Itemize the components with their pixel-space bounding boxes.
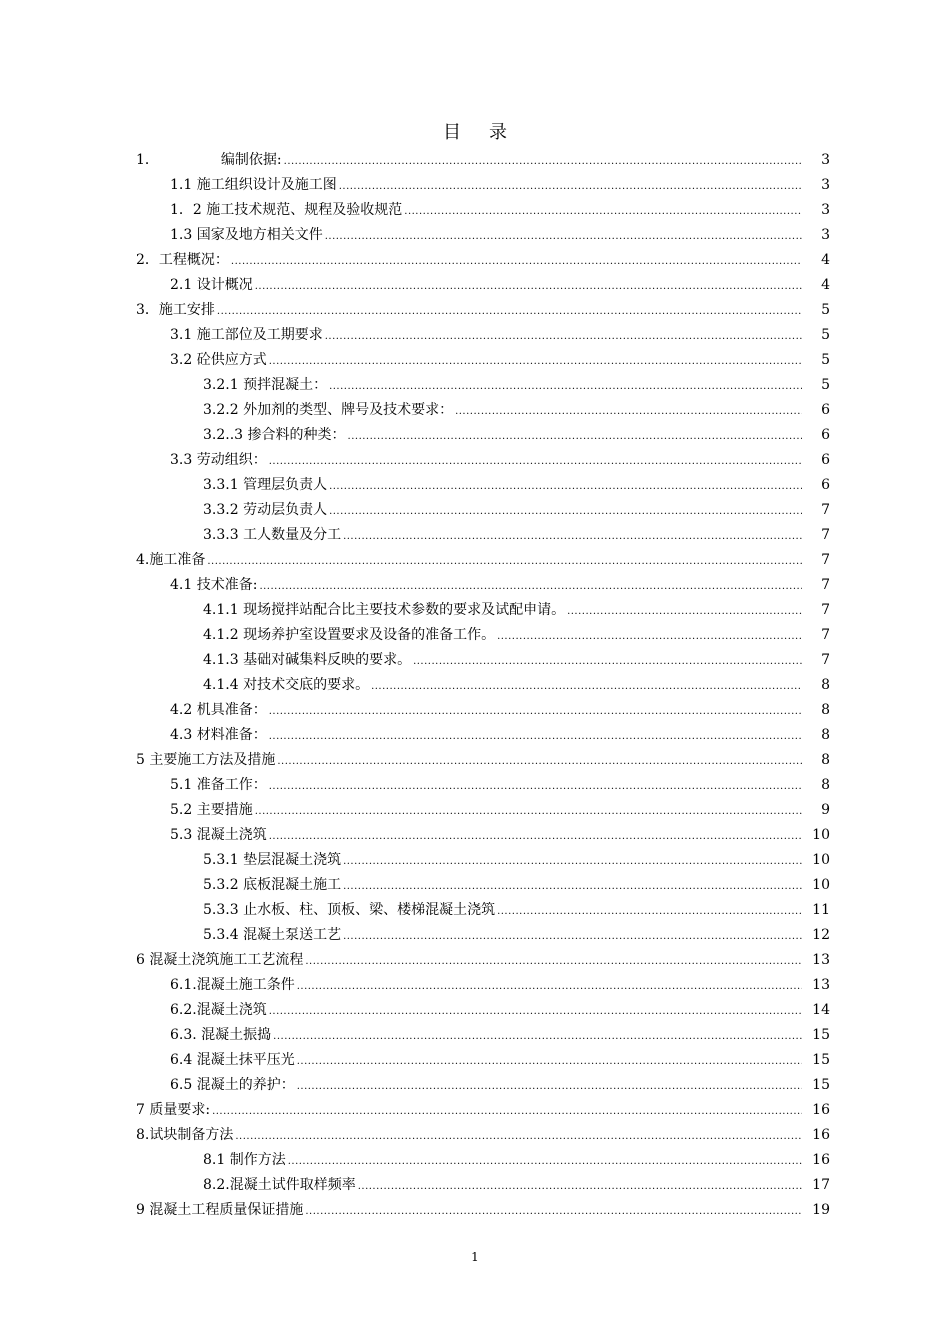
toc-entry-page: 17 — [812, 1177, 830, 1193]
toc-entry-label: 5.3.2 底板混凝土施工 — [203, 877, 342, 893]
toc-entry-label: 6.1.混凝土施工条件 — [170, 977, 295, 993]
toc-entry[interactable] — [136, 248, 830, 272]
toc-entry[interactable] — [170, 973, 830, 997]
toc-entry-label: 4.1.4 对技术交底的要求。 — [203, 677, 370, 693]
toc-entry-page: 6 — [821, 452, 830, 468]
toc-entry-page: 3 — [821, 227, 830, 243]
toc-entry-label: 5 主要施工方法及措施 — [136, 752, 276, 768]
toc-entry-page: 15 — [812, 1052, 830, 1068]
toc-entry-label: 4.1 技术准备: — [170, 577, 258, 593]
toc-entry-page: 8 — [821, 752, 830, 768]
toc-leader-dots — [343, 850, 802, 872]
toc-entry[interactable] — [136, 298, 830, 322]
toc-entry[interactable] — [170, 348, 830, 372]
toc-entry-label: 3.2..3 掺合料的种类： — [203, 427, 346, 443]
toc-entry-label: 4.1.3 基础对碱集料反映的要求。 — [203, 652, 412, 668]
toc-entry-page: 9 — [821, 802, 830, 818]
toc-entry-label: 1.1 施工组织设计及施工图 — [170, 177, 337, 193]
toc-entry[interactable] — [170, 798, 830, 822]
toc-leader-dots — [343, 925, 802, 947]
toc-entry[interactable] — [170, 573, 830, 597]
toc-entry-label: 3.3.2 劳动层负责人 — [203, 502, 328, 518]
toc-entry-label: 4.3 材料准备： — [170, 727, 267, 743]
toc-entry-label: 6.5 混凝土的养护： — [170, 1077, 295, 1093]
toc-leader-dots — [269, 1000, 802, 1022]
toc-leader-dots — [269, 700, 802, 722]
toc-entry-label: 3.3.3 工人数量及分工 — [203, 527, 342, 543]
toc-entry[interactable] — [203, 1173, 830, 1197]
toc-entry-label: 1． 编制依据: — [136, 148, 282, 172]
toc-entry-page: 10 — [812, 852, 830, 868]
toc-entry-label: 3.3.1 管理层负责人 — [203, 477, 328, 493]
toc-entry[interactable] — [136, 1123, 830, 1147]
toc-entry[interactable] — [170, 198, 830, 222]
toc-entry-label: 4.施工准备 — [136, 552, 206, 568]
toc-leader-dots — [269, 825, 802, 847]
toc-entry-page: 19 — [812, 1202, 830, 1218]
toc-entry[interactable] — [203, 398, 830, 422]
toc-entry-label: 5.2 主要措施 — [170, 802, 253, 818]
toc-entry-label: 4.1.1 现场搅拌站配合比主要技术参数的要求及试配申请。 — [203, 602, 566, 618]
toc-entry[interactable] — [203, 1148, 830, 1172]
toc-entry-label: 7 质量要求: — [136, 1102, 211, 1118]
toc-leader-dots — [567, 600, 802, 622]
toc-entry-label: 6.4 混凝土抹平压光 — [170, 1052, 295, 1068]
toc-entry-page: 7 — [821, 652, 830, 668]
toc-entry-label: 2.1 设计概况 — [170, 277, 253, 293]
toc-leader-dots — [343, 875, 802, 897]
toc-entry-page: 8 — [821, 777, 830, 793]
toc-entry[interactable] — [203, 898, 830, 922]
toc-entry[interactable] — [170, 173, 830, 197]
toc-leader-dots — [288, 1150, 802, 1172]
toc-entry-page: 14 — [812, 1002, 830, 1018]
toc-entry[interactable] — [170, 823, 830, 847]
toc-entry[interactable] — [170, 323, 830, 347]
toc-leader-dots — [497, 625, 802, 647]
page-number: 1 — [471, 1250, 479, 1264]
toc-entry-page: 4 — [821, 252, 830, 268]
toc-leader-dots — [297, 1050, 802, 1072]
page-title: 目录 — [443, 122, 535, 143]
toc-leader-dots — [371, 675, 802, 697]
toc-entry-page: 8 — [821, 727, 830, 743]
toc-entry[interactable] — [170, 1048, 830, 1072]
toc-entry-label: 3.1 施工部位及工期要求 — [170, 327, 323, 343]
toc-leader-dots — [329, 375, 802, 397]
table-of-contents — [0, 148, 950, 1218]
toc-entry[interactable] — [170, 223, 830, 247]
toc-entry-page: 7 — [821, 527, 830, 543]
toc-leader-dots — [284, 150, 802, 172]
toc-entry[interactable] — [203, 848, 830, 872]
toc-entry[interactable] — [136, 748, 830, 772]
toc-entry-page: 3 — [821, 202, 830, 218]
toc-entry[interactable] — [203, 473, 830, 497]
toc-entry-label: 1．2 施工技术规范、规程及验收规范 — [170, 202, 403, 218]
toc-entry-label: 3.2.2 外加剂的类型、牌号及技术要求： — [203, 402, 454, 418]
toc-entry-page: 5 — [821, 302, 830, 318]
toc-leader-dots — [297, 1075, 802, 1097]
toc-entry-page: 4 — [821, 277, 830, 293]
toc-entry-page: 10 — [812, 827, 830, 843]
toc-leader-dots — [235, 1125, 802, 1147]
toc-entry-label: 5.3 混凝土浇筑 — [170, 827, 267, 843]
toc-leader-dots — [325, 225, 802, 247]
toc-entry-page: 6 — [821, 477, 830, 493]
toc-entry-page: 13 — [812, 952, 830, 968]
toc-leader-dots — [231, 250, 802, 272]
toc-leader-dots — [413, 650, 802, 672]
toc-entry-page: 13 — [812, 977, 830, 993]
toc-entry-label: 5.3.1 垫层混凝土浇筑 — [203, 852, 342, 868]
toc-leader-dots — [255, 275, 802, 297]
toc-entry-page: 7 — [821, 502, 830, 518]
toc-entry[interactable] — [170, 723, 830, 747]
toc-entry-label: 4.1.2 现场养护室设置要求及设备的准备工作。 — [203, 627, 496, 643]
toc-entry-label: 4.2 机具准备： — [170, 702, 267, 718]
toc-entry-page: 7 — [821, 552, 830, 568]
toc-entry[interactable] — [170, 698, 830, 722]
toc-leader-dots — [329, 475, 802, 497]
toc-entry-label: 3.2 砼供应方式 — [170, 352, 267, 368]
toc-leader-dots — [343, 525, 802, 547]
toc-leader-dots — [497, 900, 802, 922]
toc-entry[interactable] — [170, 998, 830, 1022]
toc-entry[interactable] — [203, 623, 830, 647]
toc-entry[interactable] — [203, 673, 830, 697]
toc-entry-label: 9 混凝土工程质量保证措施 — [136, 1202, 304, 1218]
toc-entry[interactable] — [170, 448, 830, 472]
toc-leader-dots — [269, 450, 802, 472]
toc-leader-dots — [455, 400, 802, 422]
toc-leader-dots — [269, 350, 802, 372]
toc-leader-dots — [255, 800, 802, 822]
toc-entry-page: 16 — [812, 1152, 830, 1168]
toc-entry-page: 8 — [821, 702, 830, 718]
toc-entry[interactable] — [203, 873, 830, 897]
toc-leader-dots — [217, 300, 802, 322]
toc-entry-page: 10 — [812, 877, 830, 893]
toc-leader-dots — [305, 1200, 802, 1222]
toc-entry-page: 3 — [821, 152, 830, 168]
toc-entry-label: 2．工程概况： — [136, 252, 229, 268]
toc-entry-label: 3.3 劳动组织： — [170, 452, 267, 468]
toc-entry-page: 7 — [821, 602, 830, 618]
toc-entry-label: 6 混凝土浇筑施工工艺流程 — [136, 952, 304, 968]
toc-entry[interactable] — [136, 948, 830, 972]
toc-entry-page: 7 — [821, 577, 830, 593]
toc-entry[interactable] — [203, 498, 830, 522]
toc-entry[interactable] — [170, 773, 830, 797]
toc-entry[interactable] — [136, 1198, 830, 1222]
toc-entry[interactable] — [136, 1098, 830, 1122]
toc-entry-page: 5 — [821, 377, 830, 393]
toc-leader-dots — [339, 175, 802, 197]
toc-entry[interactable] — [203, 598, 830, 622]
toc-entry-label: 6.3. 混凝土振捣 — [170, 1027, 272, 1043]
toc-entry-page: 6 — [821, 402, 830, 418]
toc-leader-dots — [358, 1175, 802, 1197]
toc-entry[interactable] — [203, 923, 830, 947]
toc-leader-dots — [404, 200, 802, 222]
toc-entry[interactable] — [203, 648, 830, 672]
toc-leader-dots — [212, 1100, 802, 1122]
toc-entry[interactable] — [170, 1073, 830, 1097]
toc-leader-dots — [297, 975, 802, 997]
toc-entry[interactable] — [170, 1023, 830, 1047]
toc-entry[interactable] — [203, 523, 830, 547]
toc-entry-page: 6 — [821, 427, 830, 443]
toc-leader-dots — [207, 550, 802, 572]
toc-entry-page: 5 — [821, 327, 830, 343]
toc-leader-dots — [329, 500, 802, 522]
toc-entry-page: 8 — [821, 677, 830, 693]
toc-entry-label: 3.2.1 预拌混凝土： — [203, 377, 328, 393]
toc-entry[interactable] — [203, 373, 830, 397]
toc-entry-label: 5.3.3 止水板、柱、顶板、梁、楼梯混凝土浇筑 — [203, 902, 496, 918]
toc-entry-label: 5.3.4 混凝土泵送工艺 — [203, 927, 342, 943]
toc-leader-dots — [277, 750, 802, 772]
toc-entry-page: 16 — [812, 1127, 830, 1143]
toc-entry-label: 8.2.混凝土试件取样频率 — [203, 1177, 356, 1193]
toc-entry[interactable] — [170, 273, 830, 297]
toc-entry-page: 5 — [821, 352, 830, 368]
toc-entry[interactable] — [203, 423, 830, 447]
toc-entry-label: 8.试块制备方法 — [136, 1127, 234, 1143]
toc-entry-page: 3 — [821, 177, 830, 193]
toc-entry-page: 11 — [812, 902, 830, 918]
toc-entry[interactable] — [136, 148, 830, 172]
toc-leader-dots — [269, 775, 802, 797]
toc-leader-dots — [305, 950, 802, 972]
toc-entry-label: 5.1 准备工作： — [170, 777, 267, 793]
toc-leader-dots — [273, 1025, 802, 1047]
toc-leader-dots — [259, 575, 802, 597]
toc-entry-number: 1． — [136, 152, 159, 168]
toc-entry-page: 7 — [821, 627, 830, 643]
toc-entry-label: 3．施工安排 — [136, 302, 215, 318]
toc-entry-page: 15 — [812, 1027, 830, 1043]
toc-leader-dots — [325, 325, 802, 347]
toc-leader-dots — [269, 725, 802, 747]
toc-entry[interactable] — [136, 548, 830, 572]
toc-entry-label: 1.3 国家及地方相关文件 — [170, 227, 323, 243]
toc-entry-label: 8.1 制作方法 — [203, 1152, 286, 1168]
toc-entry-page: 12 — [812, 927, 830, 943]
toc-entry-page: 15 — [812, 1077, 830, 1093]
toc-entry-page: 16 — [812, 1102, 830, 1118]
toc-leader-dots — [348, 425, 802, 447]
toc-entry-label: 6.2.混凝土浇筑 — [170, 1002, 267, 1018]
